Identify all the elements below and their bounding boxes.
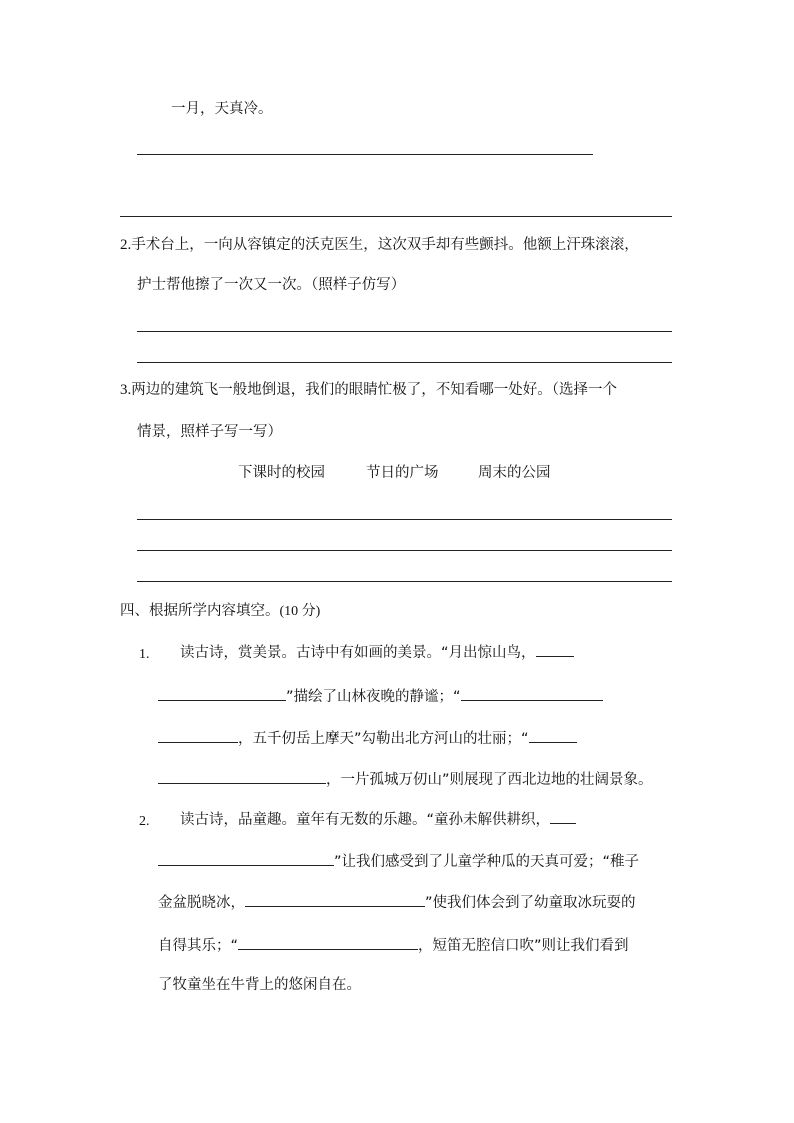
fill-blank[interactable] (158, 769, 326, 784)
fill-blank[interactable] (238, 935, 418, 950)
answer-line[interactable] (137, 154, 593, 155)
item-2-line-1 (180, 809, 576, 829)
item-text: ，短笛无腔信口吹”则让我们看到 (418, 938, 629, 954)
item-number: 1. (139, 647, 150, 662)
item-text: 读古诗，品童趣。童年有无数的乐趣。“童孙未解供耕织， (180, 812, 551, 828)
item-2-line-2 (158, 851, 639, 871)
item-1-line-4 (158, 769, 653, 789)
item-2-line-4 (158, 935, 629, 955)
section-score: (10 分) (279, 604, 321, 619)
question-3-line-2: 情景，照样子写一写） (137, 424, 282, 440)
section-title: 四、根据所学内容填空。 (120, 603, 280, 619)
item-number: 2. (139, 814, 150, 829)
scene-option: 下课时的校园 (238, 465, 325, 481)
item-text: 自得其乐；“ (158, 938, 239, 954)
fill-blank[interactable] (158, 851, 334, 866)
item-text: 读古诗，赏美景。古诗中有如画的美景。“月出惊山鸟， (180, 645, 536, 661)
item-text: ，五千仞岳上摩天”勾勒出北方河山的壮丽；“ (238, 731, 529, 747)
item-2-line-3 (158, 892, 636, 912)
item-1-line-1 (180, 642, 574, 662)
fill-blank[interactable] (529, 728, 577, 743)
item-text: ”让我们感受到了儿童学种瓜的天真可爱；“稚子 (334, 854, 640, 870)
item-1-line-2 (158, 686, 603, 706)
scene-option: 周末的公园 (478, 465, 551, 481)
answer-line[interactable] (137, 331, 672, 332)
answer-line[interactable] (137, 581, 672, 582)
item-1-number (139, 645, 150, 664)
item-2-number (139, 812, 150, 831)
question-text: 两边的建筑飞一般地倒退，我们的眼睛忙极了，不知看哪一处好。（选择一个 (131, 382, 617, 398)
answer-line[interactable] (137, 550, 672, 551)
item-text: 金盆脱晓冰， (158, 895, 245, 911)
fill-blank[interactable] (245, 892, 425, 907)
answer-line[interactable] (120, 216, 672, 217)
fill-blank[interactable] (158, 686, 286, 701)
fill-blank[interactable] (461, 686, 603, 701)
answer-line[interactable] (137, 362, 672, 363)
fill-blank[interactable] (550, 809, 576, 824)
question-2-line-2: 护士帮他擦了一次又一次。（照样子仿写） (137, 277, 406, 293)
fill-blank[interactable] (536, 642, 574, 657)
example-sentence: 一月，天真冷。 (171, 101, 273, 117)
answer-line[interactable] (137, 519, 672, 520)
item-text: ，一片孤城万仞山”则展现了西北边地的壮阔景象。 (326, 772, 653, 788)
question-number: 3. (120, 382, 132, 398)
item-1-line-3 (158, 728, 577, 748)
item-text: ”描绘了山林夜晚的静谧；“ (286, 689, 461, 705)
fill-blank[interactable] (158, 728, 238, 743)
question-text: 手术台上，一向从容镇定的沃克医生，这次双手却有些颤抖。他额上汗珠滚滚， (131, 237, 639, 253)
item-2-line-5: 了牧童坐在牛背上的悠闲自在。 (158, 977, 361, 993)
item-text: ”使我们体会到了幼童取冰玩耍的 (425, 895, 636, 911)
question-2-line-1 (120, 236, 639, 254)
section-4-heading (120, 602, 320, 621)
question-3-line-1 (120, 381, 617, 399)
scene-option: 节日的广场 (366, 465, 439, 481)
question-number: 2. (120, 237, 132, 253)
